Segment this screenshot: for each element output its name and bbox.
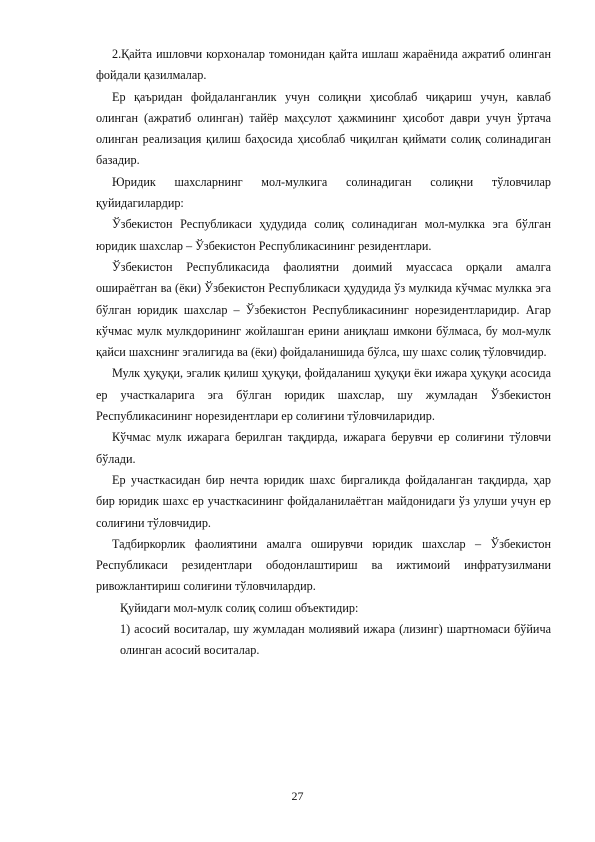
paragraph-processed-minerals: 2.Қайта ишловчи корхоналар томонидан қайта ишлаш жараёнида ажратиб олинган фойдали қазилмалар.: [96, 47, 551, 83]
paragraph-shared-land: Ер участкасидан бир нечта юридик шахс биргаликда фойдаланган тақдирда, ҳар бир юридик шахс ер участкасининг фойдаланилаётган майдонидаги ўз улуши учун ер солиғини тўловчидир.: [96, 472, 551, 530]
paragraph-infrastructure-tax: Тадбиркорлик фаолиятини амалга оширувчи юридик шахслар – Ўзбекистон Республикаси резидентлари ободонлаштириш ва ижтимоий инфратузилмани ривожлантириш солиғини тўловчилардир.: [96, 536, 551, 594]
list-item-fixed-assets: 1) асосий воситалар, шу жумладан молиявий ижара (лизинг) шартномаси бўйича олинган асосий воситалар.: [120, 622, 551, 658]
paragraph-subsoil-tax-base: Ер қаъридан фойдаланганлик учун солиқни ҳисоблаб чиқариш учун, кавлаб олинган (ажратиб олинган) тайёр маҳсулот ҳажмининг ҳисобот даври учун ўртача олинган реализация қилиш баҳосида ҳисоблаб чиқилган қиймати солиқ солинадиган базадир.: [96, 89, 551, 168]
body-text: [96, 44, 551, 662]
object-heading: Қуйидаги мол-мулк солиқ солиш объектидир:: [120, 600, 359, 615]
paragraph-lease: Кўчмас мулк ижарага берилган тақдирда, ижарага берувчи ер солиғини тўловчи бўлади.: [96, 430, 551, 466]
paragraph-land-tax-payers: Мулк ҳуқуқи, эгалик қилиш ҳуқуқи, фойдаланиш ҳуқуқи ёки ижара ҳуқуқи асосида ер участкаларига эга бўлган юридик шахслар, шу жумладан Ўзбекистон Республикасининг норезидентлари ер солиғини тўловчиларидир.: [96, 366, 551, 424]
paragraph-residents: Ўзбекистон Республикаси ҳудудида солиқ солинадиган мол-мулкка эга бўлган юридик шахслар – Ўзбекистон Республикасининг резидентлари.: [96, 217, 551, 253]
page-number: 27: [291, 789, 304, 803]
paragraph-nonresidents: Ўзбекистон Республикасида фаолиятни доимий муассаса орқали амалга оширaётган ва (ёки) Ўзбекистон Республикаси ҳудудида ўз мулкида кўчмас мулкка эга бўлган юридик шахслар – Ўзбекистон Республикасининг норезидентларидир. Агар кўчмас мулк мулкдорининг жойлашган ерини аниқлаш имкони бўлмаса, бу мол-мулк қайси шахснинг эгалигида ва (ёки) фойдаланишида бўлса, шу шахс солиқ тўловчидир.: [96, 259, 551, 360]
paragraph-property-tax-payers: Юридик шахсларнинг мол-мулкига солинадиган солиқни тўловчилар қуйидагилардир:: [96, 174, 551, 211]
